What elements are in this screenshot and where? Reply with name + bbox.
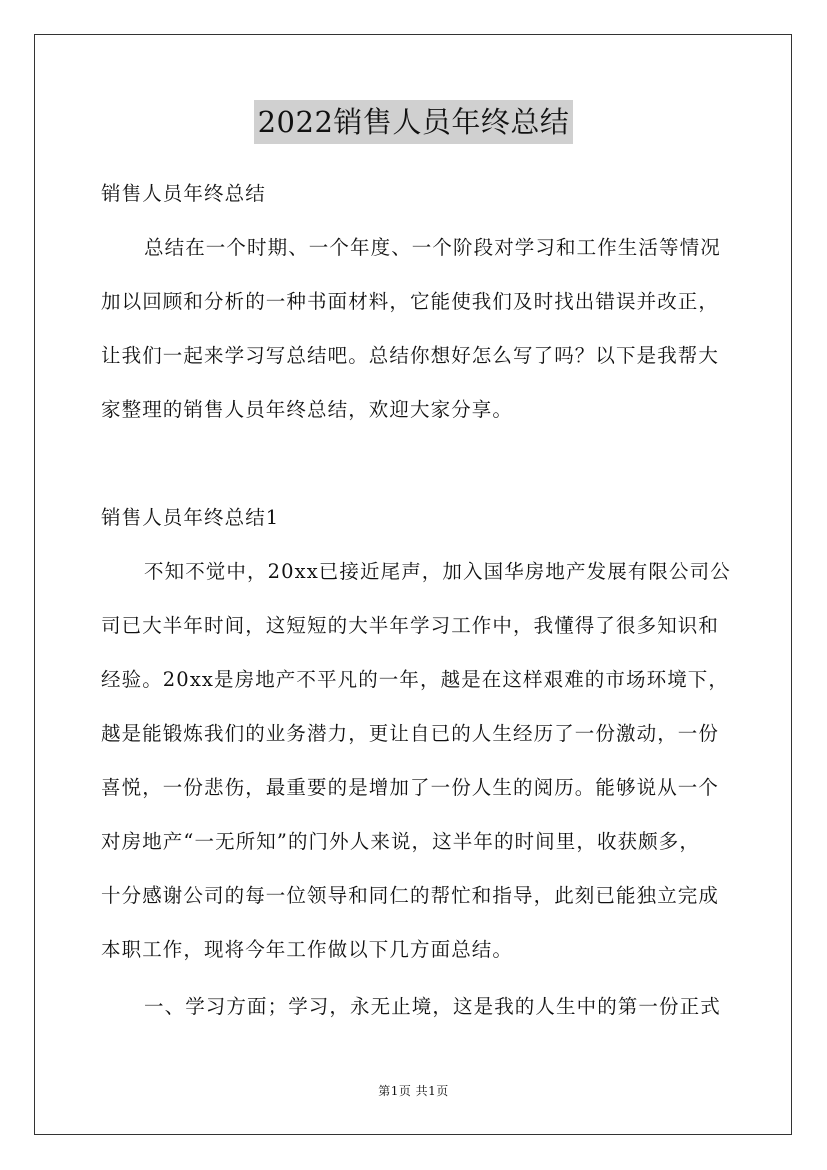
paragraph-line: 家整理的销售人员年终总结，欢迎大家分享。 bbox=[101, 398, 514, 421]
paragraph-line: 十分感谢公司的每一位领导和同仁的帮忙和指导，此刻已能独立完成 bbox=[101, 884, 720, 907]
paragraph-line: 对房地产“一无所知”的门外人来说，这半年的时间里，收获颇多， bbox=[101, 830, 700, 853]
title-text: 2022销售人员年终总结 bbox=[254, 100, 574, 144]
paragraph-line: 不知不觉中，20xx已接近尾声，加入国华房地产发展有限公司公 bbox=[144, 560, 731, 583]
paragraph-line: 喜悦，一份悲伤，最重要的是增加了一份人生的阅历。能够说从一个 bbox=[101, 776, 720, 799]
paragraph-line: 加以回顾和分析的一种书面材料，它能使我们及时找出错误并改正， bbox=[101, 290, 720, 313]
paragraph-line: 越是能锻炼我们的业务潜力，更让自已的人生经历了一份激动，一份 bbox=[101, 722, 720, 745]
section-heading: 销售人员年终总结1 bbox=[101, 506, 280, 529]
paragraph-line: 本职工作，现将今年工作做以下几方面总结。 bbox=[101, 938, 514, 961]
document-title bbox=[0, 100, 827, 144]
page-footer: 第1页 共1页 bbox=[378, 1084, 449, 1098]
paragraph-line: 司已大半年时间，这短短的大半年学习工作中，我懂得了很多知识和 bbox=[101, 614, 720, 637]
subtitle-heading: 销售人员年终总结 bbox=[101, 182, 266, 205]
paragraph-line: 总结在一个时期、一个年度、一个阶段对学习和工作生活等情况 bbox=[144, 236, 721, 259]
paragraph-line: 经验。20xx是房地产不平凡的一年，越是在这样艰难的市场环境下， bbox=[101, 668, 730, 691]
paragraph-line: 一、学习方面；学习，永无止境，这是我的人生中的第一份正式 bbox=[144, 995, 721, 1018]
paragraph-line: 让我们一起来学习写总结吧。总结你想好怎么写了吗？以下是我帮大 bbox=[101, 344, 720, 367]
